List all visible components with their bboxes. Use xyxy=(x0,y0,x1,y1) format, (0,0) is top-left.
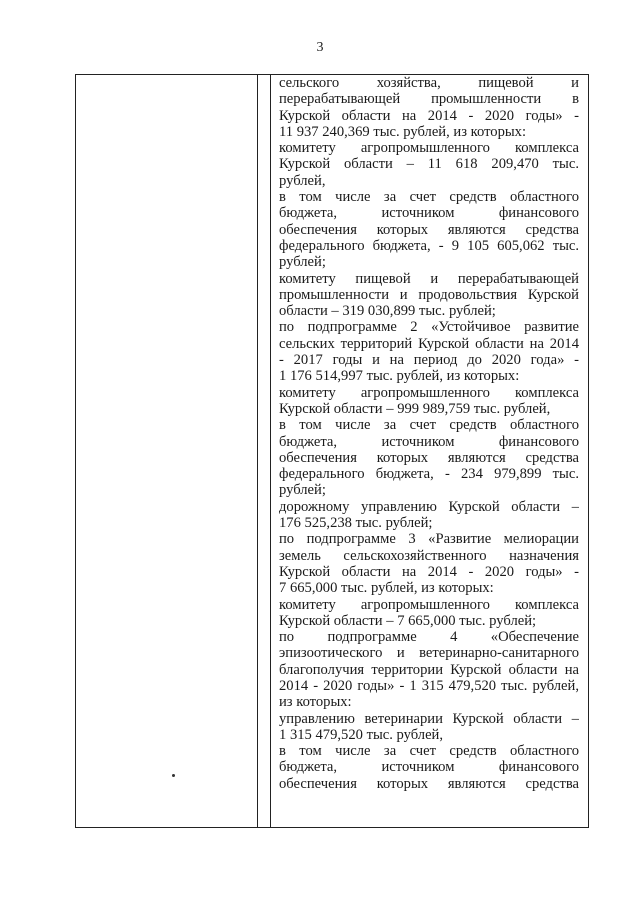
text-line: 1 176 514,997 тыс. рублей, из которых: xyxy=(279,368,520,385)
text-line: рублей, xyxy=(279,172,326,189)
text-line: комитету агропромышленного комплекса xyxy=(279,384,579,401)
text-line: сельского хозяйства, пищевой и xyxy=(279,75,579,91)
text-line: 2014 - 2020 годы» - 1 315 479,520 тыс. рублей, xyxy=(279,677,579,694)
text-line: Курской области – 7 665,000 тыс. рублей; xyxy=(279,612,537,629)
text-line: из которых: xyxy=(279,694,352,711)
text-line: промышленности и продовольствия Курской xyxy=(279,286,579,303)
text-line: управлению ветеринарии Курской области – xyxy=(279,710,579,727)
text-line: комитету пищевой и перерабатывающей xyxy=(279,270,579,287)
text-line: 176 525,238 тыс. рублей; xyxy=(279,515,433,532)
text-line: перерабатывающей промышленности в xyxy=(279,91,579,108)
column-divider xyxy=(257,75,258,827)
text-line: 11 937 240,369 тыс. рублей, из которых: xyxy=(279,123,527,140)
text-line: комитету агропромышленного комплекса xyxy=(279,596,579,613)
text-line: в том числе за счет средств областного xyxy=(279,189,579,206)
stray-dot xyxy=(172,774,175,777)
text-line: области – 319 030,899 тыс. рублей; xyxy=(279,303,496,320)
text-line: дорожному управлению Курской области – xyxy=(279,498,579,515)
text-line: Курской области на 2014 - 2020 годы» - xyxy=(279,563,579,580)
text-line: обеспечения которых являются средства xyxy=(279,449,579,466)
text-line: благополучия территории Курской области на xyxy=(279,661,579,678)
text-line: земель сельскохозяйственного назначения xyxy=(279,547,579,564)
text-line: 7 665,000 тыс. рублей, из которых: xyxy=(279,580,494,597)
text-line: в том числе за счет средств областного xyxy=(279,417,579,434)
document-table xyxy=(75,74,589,828)
text-line: бюджета, источником финансового xyxy=(279,205,579,222)
text-line: бюджета, источником финансового xyxy=(279,433,579,450)
text-line: рублей; xyxy=(279,482,326,499)
text-line: 1 315 479,520 тыс. рублей, xyxy=(279,726,444,743)
text-line: эпизоотического и ветеринарно-санитарного xyxy=(279,645,579,662)
column-divider xyxy=(270,75,271,827)
text-line: сельских территорий Курской области на 2014 xyxy=(279,335,579,352)
text-line: Курской области – 999 989,759 тыс. рублей, xyxy=(279,400,551,417)
text-line: комитету агропромышленного комплекса xyxy=(279,140,579,157)
text-line: бюджета, источником финансового xyxy=(279,759,579,776)
text-line: в том числе за счет средств областного xyxy=(279,743,579,760)
text-line: - 2017 годы и на период до 2020 года» - xyxy=(279,352,579,369)
text-line: по подпрограмме 2 «Устойчивое развитие xyxy=(279,319,579,336)
page-number: 3 xyxy=(316,40,324,55)
funding-text-column xyxy=(279,75,579,792)
text-line: Курской области – 11 618 209,470 тыс. xyxy=(279,156,579,173)
text-line: по подпрограмме 3 «Развитие мелиорации xyxy=(279,531,579,548)
text-line: федерального бюджета, - 9 105 605,062 тыс. xyxy=(279,237,579,254)
text-line: федерального бюджета, - 234 979,899 тыс. xyxy=(279,466,579,483)
text-line: обеспечения которых являются средства xyxy=(279,775,579,792)
text-line: обеспечения которых являются средства xyxy=(279,221,579,238)
text-line: Курской области на 2014 - 2020 годы» - xyxy=(279,107,579,124)
text-line: по подпрограмме 4 «Обеспечение xyxy=(279,629,579,646)
text-line: рублей; xyxy=(279,254,326,271)
